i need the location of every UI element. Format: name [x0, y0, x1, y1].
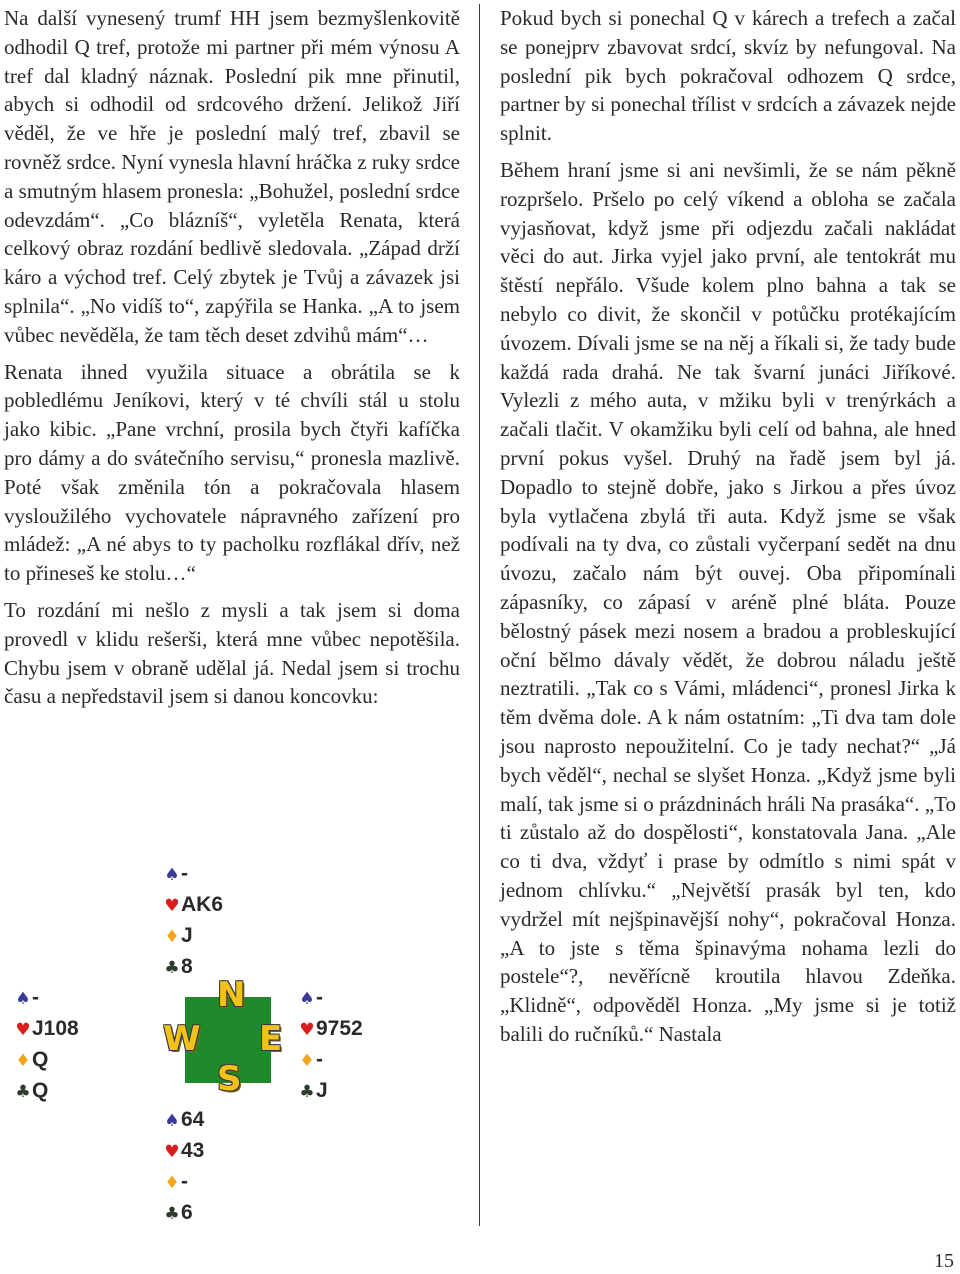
diamond-icon: ♦: [299, 1051, 315, 1071]
north-diamonds-line: [163, 920, 223, 951]
heart-icon: ♥: [164, 896, 180, 916]
spade-icon: ♠: [164, 1111, 180, 1131]
compass-south-label: S: [217, 1059, 242, 1099]
west-diamonds-line: [14, 1044, 79, 1075]
south-diamonds-line: [163, 1166, 204, 1197]
south-clubs-line: [163, 1197, 204, 1228]
south-diamonds: -: [181, 1170, 188, 1193]
south-hearts-line: [163, 1135, 204, 1166]
north-diamonds: J: [181, 924, 193, 947]
club-icon: ♣: [164, 1204, 180, 1224]
east-spades-line: [298, 982, 363, 1013]
compass-north-label: N: [217, 975, 246, 1015]
compass-rose: [163, 975, 290, 1099]
page-number: 15: [934, 1250, 954, 1272]
west-diamonds: Q: [32, 1048, 49, 1071]
heart-icon: ♥: [164, 1142, 180, 1162]
club-icon: ♣: [15, 1082, 31, 1102]
north-hearts-line: [163, 889, 223, 920]
west-hearts-line: [14, 1013, 79, 1044]
hand-west: [14, 982, 79, 1106]
south-spades-line: [163, 1104, 204, 1135]
compass-west-label: W: [163, 1019, 201, 1059]
west-clubs-line: [14, 1075, 79, 1106]
left-text-column: [4, 4, 460, 711]
west-hearts: J108: [32, 1017, 79, 1040]
west-spades: -: [32, 986, 39, 1009]
club-icon: ♣: [164, 958, 180, 978]
east-diamonds: -: [316, 1048, 323, 1071]
spade-icon: ♠: [299, 989, 315, 1009]
paragraph-renata-coffee: Renata ihned využila situace a obrátila se k pobledlému Jeníkovi, který v té chvíli stál u stolu jako kibic. „Pane vrchní, prosila bych čtyři kafíčka pro dámy a do svátečního servisu,“ pronesla mazlivě. Poté však změnila tón a pokračovala hlasem vysloužilého vychovatele nápravného zařízení pro mládež: „A né abys to ty pacholku rozflákal dřív, než to přineseš ke stolu…“: [4, 359, 460, 586]
column-divider: [479, 4, 480, 1226]
diamond-icon: ♦: [15, 1051, 31, 1071]
paragraph-trump-play: Na další vynesený trumf HH jsem bezmyšlenkovitě odhodil Q tref, protože mi partner při mém výnosu A tref dal kladný náznak. Poslední pik mne přinutil, abych si odhodil od srdcového držení. Jelikož Jiří věděl, že ve hře je poslední malý tref, zbavil se rovněž srdce. Nyní vynesla hlavní hráčka z ruky srdce a smutným hlasem pronesla: „Bohužel, poslední srdce odevzdám“. „Co blázníš“, vyletěla Renata, která celkový obraz rozdání bedlivě sledovala. „Západ drží káro a východ tref. Celý zbytek je Tvůj a závazek jsi splnila“. „No vidíš to“, zapýřila se Hanka. „A to jsem vůbec nevěděla, že tam těch deset zdvihů mám“…: [4, 6, 460, 347]
hand-south: [163, 1104, 204, 1228]
compass-east-label: E: [259, 1019, 283, 1059]
diamond-icon: ♦: [164, 1173, 180, 1193]
north-spades-line: [163, 858, 223, 889]
right-text-column: [500, 4, 956, 1049]
north-spades: -: [181, 862, 188, 885]
paragraph-analysis-intro: To rozdání mi nešlo z mysli a tak jsem si doma provedl v klidu rešerši, která mne vůbec nepotěšila. Chybu jsem v obraně udělal já. Nedal jsem si trochu času a nepředstavil jsem si danou koncovku:: [4, 597, 460, 709]
spade-icon: ♠: [164, 865, 180, 885]
hand-north: [163, 858, 223, 982]
east-clubs-line: [298, 1075, 363, 1106]
east-hearts-line: [298, 1013, 363, 1044]
spade-icon: ♠: [15, 989, 31, 1009]
east-hearts: 9752: [316, 1017, 363, 1040]
south-spades: 64: [181, 1108, 205, 1131]
east-spades: -: [316, 986, 323, 1009]
diamond-icon: ♦: [164, 927, 180, 947]
north-clubs: 8: [181, 955, 193, 978]
club-icon: ♣: [299, 1082, 315, 1102]
south-hearts: 43: [181, 1139, 205, 1162]
heart-icon: ♥: [15, 1020, 31, 1040]
heart-icon: ♥: [299, 1020, 315, 1040]
east-clubs: J: [316, 1079, 328, 1102]
north-clubs-line: [163, 951, 223, 982]
north-hearts: AK6: [181, 893, 224, 916]
east-diamonds-line: [298, 1044, 363, 1075]
paragraph-squeeze-analysis: Pokud bych si ponechal Q v kárech a trefech a začal se ponejprv zbavovat srdcí, skvíz by nefungoval. Na poslední pik bych pokračoval odhozem Q srdce, partner by si ponechal třílist v srdcích a závazek nejde splnit.: [500, 6, 956, 146]
paragraph-mud-story: Během hraní jsme si ani nevšimli, že se nám pěkně rozpršelo. Pršelo po celý víkend a obloha se začala vyjasňovat, když jsme při odjezdu začali nakládat věci do aut. Jirka vyjel jako první, ale tentokrát mu štěstí nepřálo. Všude kolem plno bahna a tak se nebylo co divit, že skončil v potůčku protékajícím úvozem. Dívali jsme se na něj a říkali si, že tady bude každá rada drahá. Ne tak švarní junáci Jiříkové. Vylezli z mého auta, v mžiku byli v trenýrkách a začali tlačit. V okamžiku byli celí od bahna, ale hned první pokus vyšel. Druhý na řadě jsem byl já. Dopadlo to stejně dobře, jako s Jirkou a přes úvoz byla vytlačena zbylá tři auta. Když jsme se však podívali na ty dva, co zůstali vyčerpaní sedět na dnu úvozu, začalo nám být ouvej. Oba připomínali zápasníky, co zápasí v aréně plné bláta. Pouze bělostný pásek mezi nosem a bradou a probleskující oční bělmo dávaly vědět, že dobrou náladu ještě neztratili. „Tak co s Vámi, mládenci“, pronesl Jirka k těm dvěma dole. A k nám ostatním: „Ti dva tam dole jsou naprosto nepoužitelní. Co je tady nechat?“ „Já bych věděl“, nechal se slyšet Honza. „Když jsme byli malí, tak jsme si o prázdninách hráli Na prasáka“. „To ti zůstalo až do dospělosti“, konstatovala Jana. „Ale co ti dva, vždyť i prase by odmítlo s nimi spát v jednom chlívku.“ „Největší prasák byl ten, kdo vydržel mít nejšpinavější nohy“, pokračoval Honza. „A to jste s těma špinavýma nohama lezli do postele“?, nevěřícně kroutila hlavou Zdeňka. „Klidně“, odpověděl Honza. „My jsme si je totiž balili do ručníků.“ Nastala: [500, 157, 956, 1046]
west-clubs: Q: [32, 1079, 49, 1102]
hand-east: [298, 982, 363, 1106]
west-spades-line: [14, 982, 79, 1013]
south-clubs: 6: [181, 1201, 193, 1224]
